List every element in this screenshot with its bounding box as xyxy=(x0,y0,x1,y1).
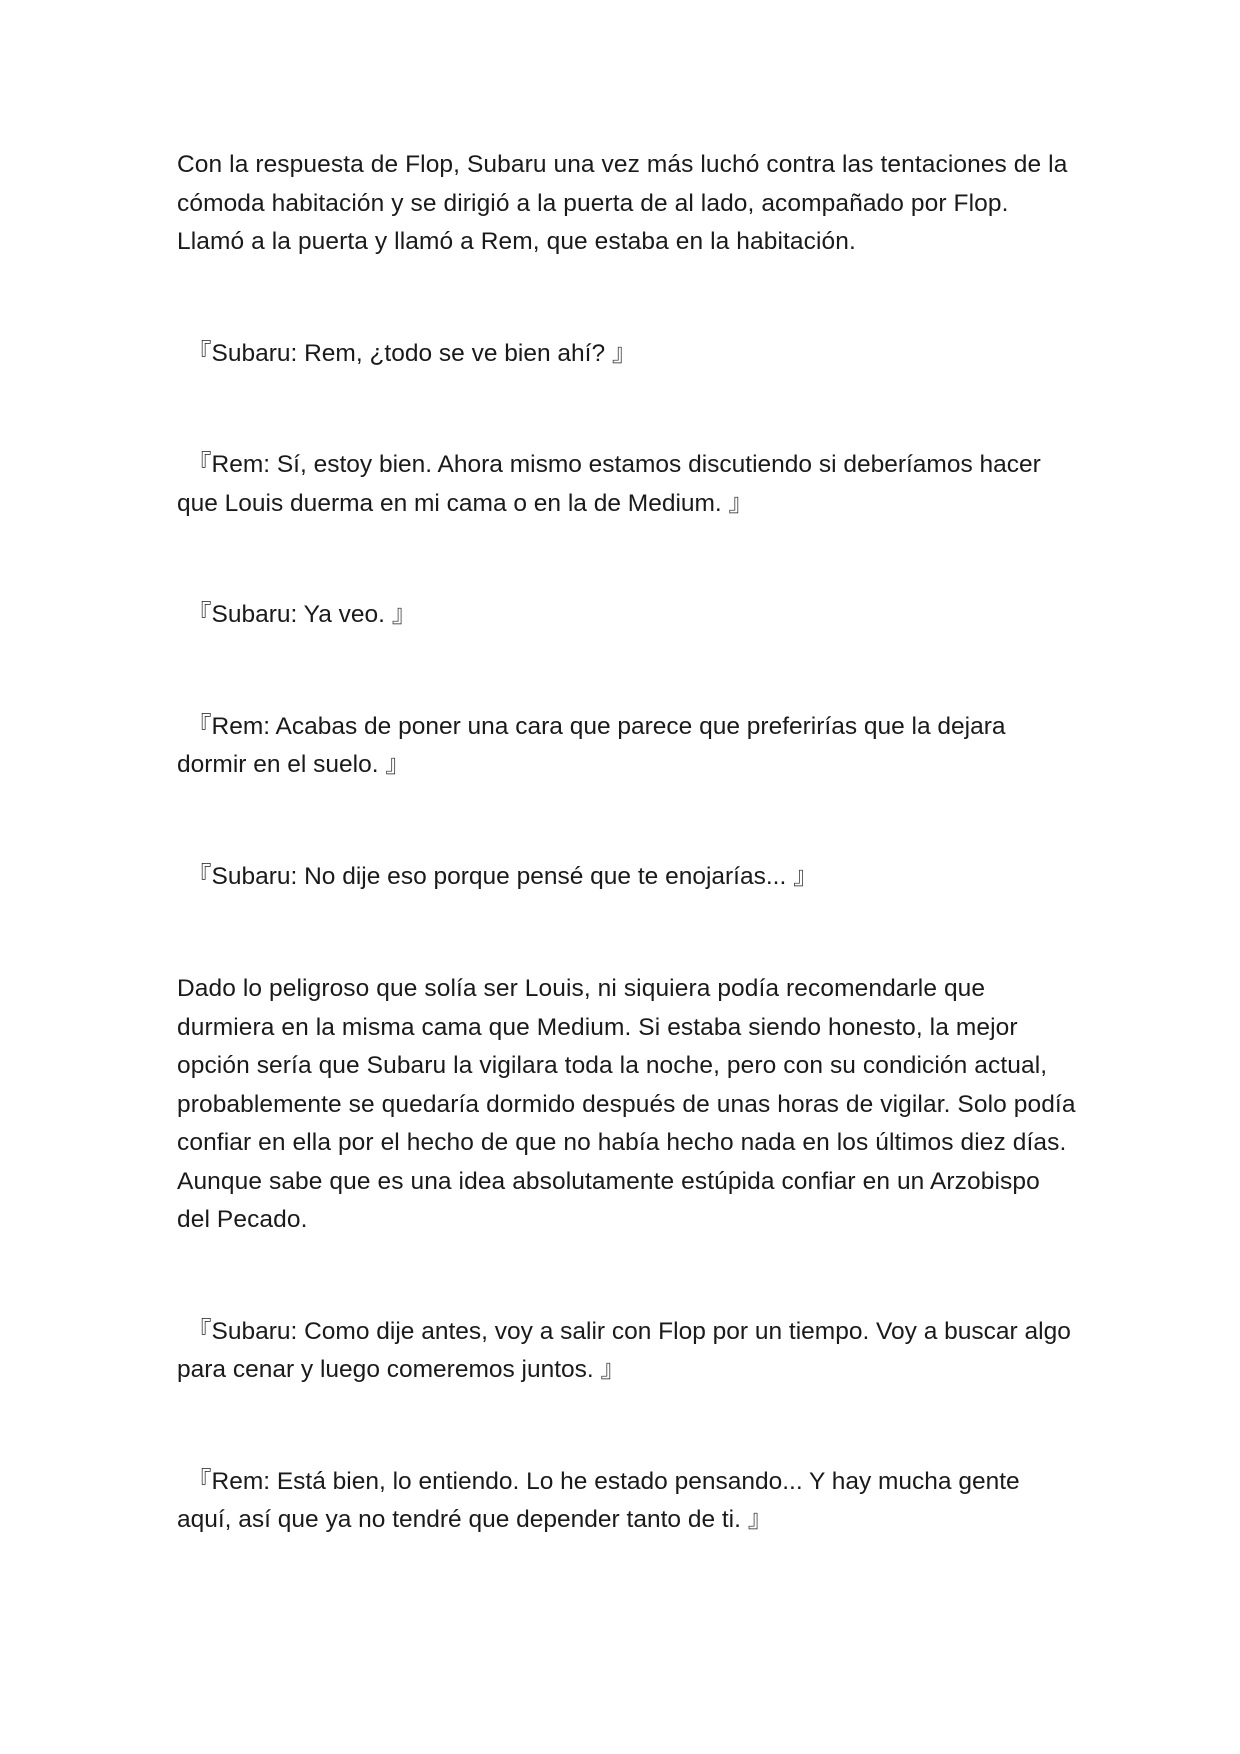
document-page xyxy=(177,146,1077,1540)
dialogue-line: 『Subaru: Ya veo. 』 xyxy=(187,601,417,628)
dialogue-line: 『Subaru: Como dije antes, voy a salir con Flop por un tiempo. Voy a buscar algo para cenar y luego comeremos juntos. 』 xyxy=(177,1317,1071,1383)
narration-paragraph: Dado lo peligroso que solía ser Louis, ni siquiera podía recomendarle que durmiera en la misma cama que Medium. Si estaba siendo honesto, la mejor opción sería que Subaru la vigilara toda la noche, pero con su condición actual, probablemente se quedaría dormido después de unas horas de vigilar. Solo podía confiar en ella por el hecho de que no había hecho nada en los últimos diez días. Aunque sabe que es una idea absolutamente estúpida confiar en un Arzobispo del Pecado. xyxy=(177,975,1076,1233)
narration-paragraph: Con la respuesta de Flop, Subaru una vez más luchó contra las tentaciones de la cómoda habitación y se dirigió a la puerta de al lado, acompañado por Flop. Llamó a la puerta y llamó a Rem, que estaba en la habitación. xyxy=(177,151,1068,255)
dialogue-line: 『Rem: Está bien, lo entiendo. Lo he estado pensando... Y hay mucha gente aquí, así que ya no tendré que depender tanto de ti. 』 xyxy=(177,1467,1020,1533)
dialogue-line: 『Rem: Sí, estoy bien. Ahora mismo estamos discutiendo si deberíamos hacer que Louis duerma en mi cama o en la de Medium. 』 xyxy=(177,451,1041,517)
dialogue-line: 『Rem: Acabas de poner una cara que parece que preferirías que la dejara dormir en el suelo. 』 xyxy=(177,712,1006,778)
dialogue-line: 『Subaru: No dije eso porque pensé que te enojarías... 』 xyxy=(187,862,818,890)
dialogue-line: 『Subaru: Rem, ¿todo se ve bien ahí? 』 xyxy=(187,339,637,367)
